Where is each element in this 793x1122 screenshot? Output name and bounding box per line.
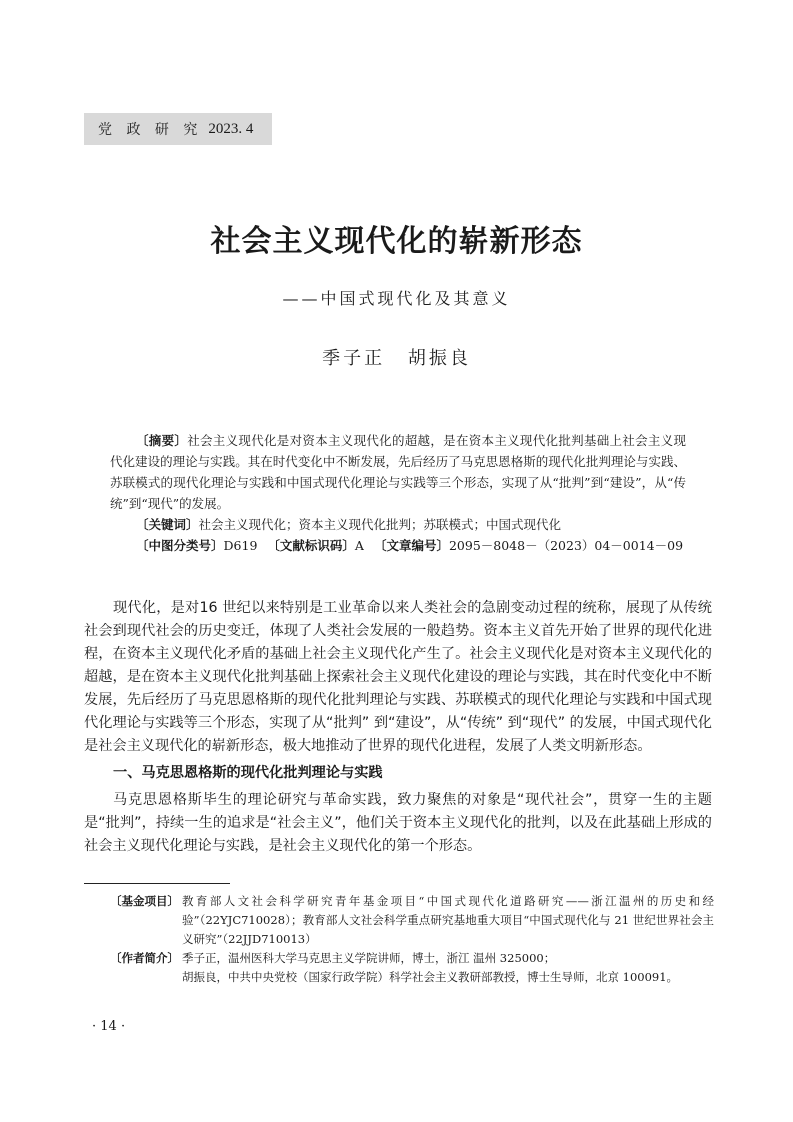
- author-bios: [182, 949, 714, 987]
- article-authors: 季子正 胡振良: [322, 348, 471, 369]
- abstract-block: [110, 430, 686, 556]
- article-subtitle: ——中国式现代化及其意义: [282, 289, 511, 308]
- classification-line: [110, 535, 686, 556]
- article-title: 社会主义现代化的崭新形态: [210, 224, 583, 259]
- section-paragraph: 马克思恩格斯毕生的理论研究与革命实践，致力聚焦的对象是“现代社会”，贯穿一生的主题是“批判”，持续一生的追求是“社会主义”，他们关于资本主义现代化的批判，以及在此基础上形成的社会主义现代化理论与实践，是社会主义现代化的第一个形态。: [84, 792, 712, 854]
- section-heading: 一、马克思恩格斯的现代化批判理论与实践: [113, 765, 383, 781]
- article-no-label: 〔文章编号〕: [373, 538, 449, 553]
- doc-code-label: 〔文献标识码〕: [267, 538, 355, 553]
- abstract-label: 〔摘要〕: [136, 433, 188, 448]
- clc-label: 〔中图分类号〕: [136, 538, 224, 553]
- article-no-value: 2095－8048－（2023）04－0014－09: [448, 538, 684, 553]
- journal-issue: 2023. 4: [208, 120, 254, 137]
- footnotes: [110, 892, 714, 987]
- keywords-text: 社会主义现代化；资本主义现代化批判；苏联模式；中国式现代化: [198, 517, 562, 532]
- journal-header-tag: [84, 113, 272, 145]
- page-number: · 14 ·: [92, 1019, 126, 1034]
- author-label: 〔作者简介〕: [110, 951, 179, 965]
- doc-code-value: A: [354, 538, 364, 553]
- author-bio-1: 季子正，温州医科大学马克思主义学院讲师，博士，浙江 温州 325000；: [182, 951, 556, 965]
- intro-paragraph: 现代化，是对16 世纪以来特别是工业革命以来人类社会的急剧变动过程的统称，展现了从传统社会到现代社会的历史变迁，体现了人类社会发展的一般趋势。资本主义首先开始了世界的现代化进程，在资本主义现代化矛盾的基础上社会主义现代化产生了。社会主义现代化是对资本主义现代化的超越，是在资本主义现代化批判基础上探索社会主义现代化建设的理论与实践，其在时代变化中不断发展，先后经历了马克思恩格斯的现代化批判理论与实践、苏联模式的现代化理论与实践和中国式现代化理论与实践等三个形态，实现了从“批判” 到“建设”，从“传统” 到“现代” 的发展，中国式现代化是社会主义现代化的崭新形态，极大地推动了世界的现代化进程，发展了人类文明新形态。: [84, 600, 712, 754]
- keywords-label: 〔关键词〕: [136, 517, 199, 532]
- keywords-line: [110, 514, 686, 535]
- clc-value: D619: [223, 538, 258, 553]
- article-body: [84, 597, 712, 858]
- footnote-divider: [84, 883, 230, 884]
- fund-note: [110, 892, 714, 949]
- abstract-paragraph: [110, 430, 686, 514]
- fund-text: 教育部人文社会科学研究青年基金项目“中国式现代化道路研究——浙江温州的历史和经验”（22YJC710028）；教育部人文社会科学重点研究基地重大项目“中国式现代化与 21 世纪世界社会主义研究”（22JJD710013）: [182, 894, 714, 946]
- author-note: [110, 949, 714, 987]
- abstract-text: 社会主义现代化是对资本主义现代化的超越，是在资本主义现代化批判基础上社会主义现代化建设的理论与实践。其在时代变化中不断发展，先后经历了马克思恩格斯的现代化批判理论与实践、苏联模式的现代化理论与实践和中国式现代化理论与实践等三个形态，实现了从“批判”到“建设”，从“传统”到“现代”的发展。: [110, 433, 686, 511]
- fund-label: 〔基金项目〕: [110, 894, 179, 908]
- author-bio-2: 胡振良，中共中央党校（国家行政学院）科学社会主义教研部教授，博士生导师，北京 100091。: [182, 970, 679, 984]
- journal-name: 党 政 研 究: [98, 122, 203, 138]
